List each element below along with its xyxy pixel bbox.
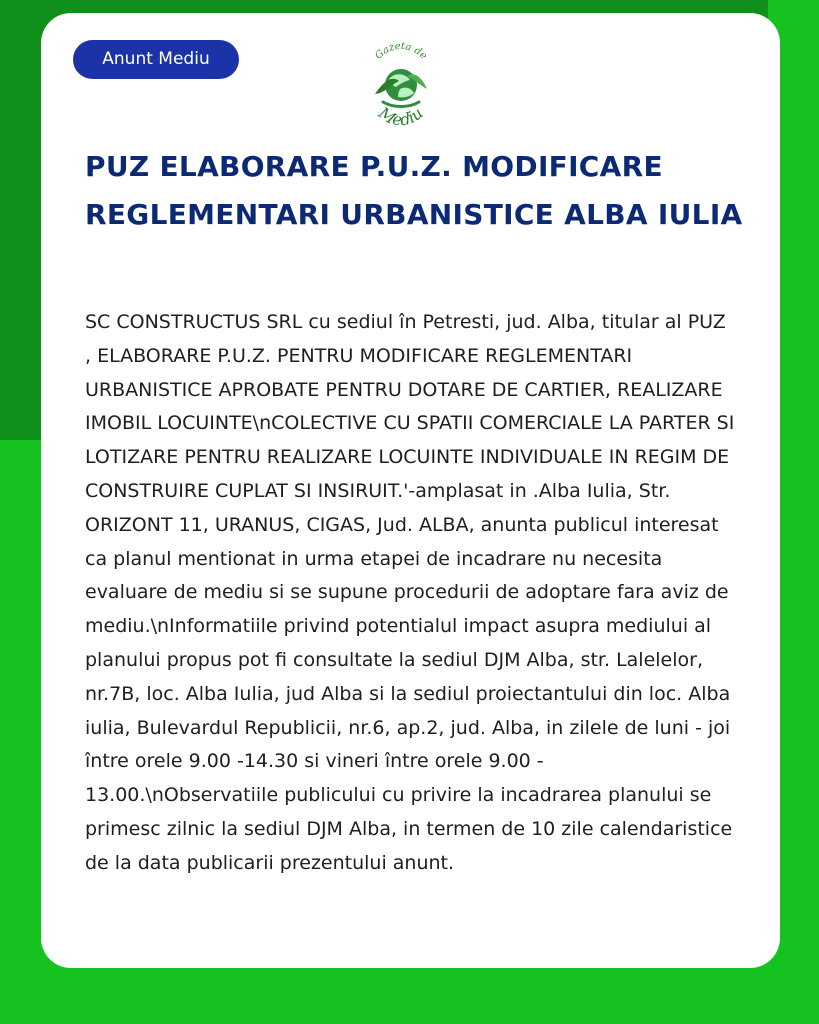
category-badge[interactable]: Anunt Mediu <box>73 40 239 79</box>
globe-leaf-icon <box>361 41 441 131</box>
logo-top-text: Gazeta de <box>373 41 429 62</box>
article-title: PUZ ELABORARE P.U.Z. MODIFICARE REGLEMENTARI URBANISTICE ALBA IULIA <box>85 150 743 231</box>
article-card <box>41 13 780 968</box>
svg-text:Gazeta de <box>373 41 429 62</box>
article-body: SC CONSTRUCTUS SRL cu sediul în Petresti, jud. Alba, titular al PUZ , ELABORARE P.U.Z. PENTRU MODIFICARE REGLEMENTARI URBANISTICE APROBATE PENTRU DOTARE DE CARTIER, REALIZARE IMOBIL LOCUINTE\nCOLECTIVE CU SPATII COMERCIALE LA PARTER SI LOTIZARE PENTRU REALIZARE LOCUINTE INDIVIDUALE IN REGIM DE CONSTRUIRE CUPLAT SI INSIRUIT.'-amplasat in .Alba Iulia, Str. ORIZONT 11, URANUS, CIGAS, Jud. ALBA, anunta publicul interesat ca planul mentionat in urma etapei de incadrare nu necesita evaluare de mediu si se supune procedurii de adoptare fara aviz de mediu.\nInformatiile privind potentialul impact asupra mediului al planului propus pot fi consultate la sediul DJM Alba, str. Lalelelor, nr.7B, loc. Alba Iulia, jud Alba si la sediul proiectantului din loc. Alba iulia, Bulevardul Republicii, nr.6, ap.2, jud. Alba, in zilele de luni - joi între orele 9.00 -14.30 si vineri între orele 9.00 - 13.00.\nObservatiile publicului cu privire la incadrarea planului se primesc zilnic la sediul DJM Alba, in termen de 10 zile calendaristice de la data publicarii prezentului anunt. <box>85 311 735 874</box>
logo-bottom-text: Mediu <box>375 102 427 130</box>
site-logo[interactable] <box>361 41 441 131</box>
